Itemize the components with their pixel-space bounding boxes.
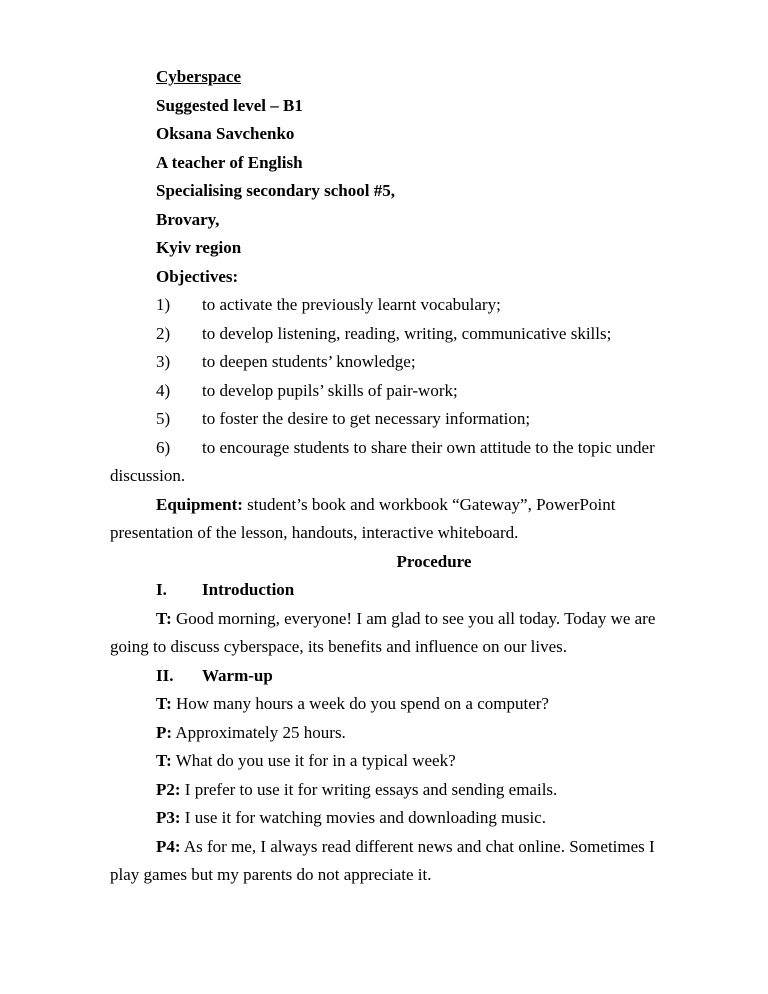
equipment-label: Equipment:: [156, 495, 243, 514]
equipment-text-continuation: presentation of the lesson, handouts, interactive whiteboard.: [110, 523, 519, 542]
equipment-paragraph: [156, 495, 615, 515]
dialogue-text: Good morning, everyone! I am glad to see you all today. Today we are: [171, 609, 656, 628]
speaker-label: T:: [156, 694, 172, 713]
equipment-text: student’s book and workbook “Gateway”, PowerPoint: [242, 495, 616, 514]
dialogue-line: [156, 723, 346, 743]
objective-number: 1): [156, 295, 171, 314]
objective-text: to encourage students to share their own attitude to the topic under: [202, 438, 655, 457]
speaker-label: T:: [156, 609, 172, 628]
author-position: A teacher of English: [156, 153, 303, 172]
dialogue-text: How many hours a week do you spend on a computer?: [171, 694, 549, 713]
speaker-label: T:: [156, 751, 172, 770]
procedure-heading: Procedure: [396, 552, 472, 571]
section-number: II.: [156, 666, 174, 685]
dialogue-text: I use it for watching movies and downloading music.: [180, 808, 546, 827]
section-title: Warm-up: [202, 666, 273, 685]
dialogue-line: [156, 609, 655, 629]
objectives-heading: Objectives:: [156, 267, 239, 286]
objective-number: 5): [156, 409, 171, 428]
objective-text: to develop listening, reading, writing, communicative skills;: [202, 324, 612, 343]
dialogue-line: [156, 694, 549, 714]
lesson-title: Cyberspace: [156, 67, 241, 86]
objective-number: 6): [156, 438, 171, 457]
objective-text: to deepen students’ knowledge;: [202, 352, 416, 371]
dialogue-text: What do you use it for in a typical week?: [171, 751, 456, 770]
speaker-label: P4:: [156, 837, 181, 856]
suggested-level: Suggested level – B1: [156, 96, 303, 115]
objective-text-continuation: discussion.: [110, 466, 186, 485]
dialogue-line: [156, 808, 546, 828]
objective-text: to activate the previously learnt vocabulary;: [202, 295, 501, 314]
dialogue-text: As for me, I always read different news and chat online. Sometimes I: [180, 837, 655, 856]
dialogue-line: [156, 751, 456, 771]
objective-number: 2): [156, 324, 171, 343]
dialogue-text: I prefer to use it for writing essays and sending emails.: [180, 780, 558, 799]
speaker-label: P2:: [156, 780, 181, 799]
dialogue-text: Approximately 25 hours.: [172, 723, 346, 742]
author-name: Oksana Savchenko: [156, 124, 295, 143]
dialogue-line: [156, 837, 655, 857]
school-name: Specialising secondary school #5,: [156, 181, 395, 200]
dialogue-text-continuation: going to discuss cyberspace, its benefits and influence on our lives.: [110, 637, 567, 656]
objective-text: to foster the desire to get necessary information;: [202, 409, 531, 428]
objective-number: 4): [156, 381, 171, 400]
objective-text: to develop pupils’ skills of pair-work;: [202, 381, 458, 400]
dialogue-line: [156, 780, 557, 800]
city: Brovary,: [156, 210, 220, 229]
section-title: Introduction: [202, 580, 295, 599]
region: Kyiv region: [156, 238, 242, 257]
section-number: I.: [156, 580, 167, 599]
objective-number: 3): [156, 352, 171, 371]
speaker-label: P:: [156, 723, 173, 742]
speaker-label: P3:: [156, 808, 181, 827]
dialogue-text-continuation: play games but my parents do not appreciate it.: [110, 865, 432, 884]
